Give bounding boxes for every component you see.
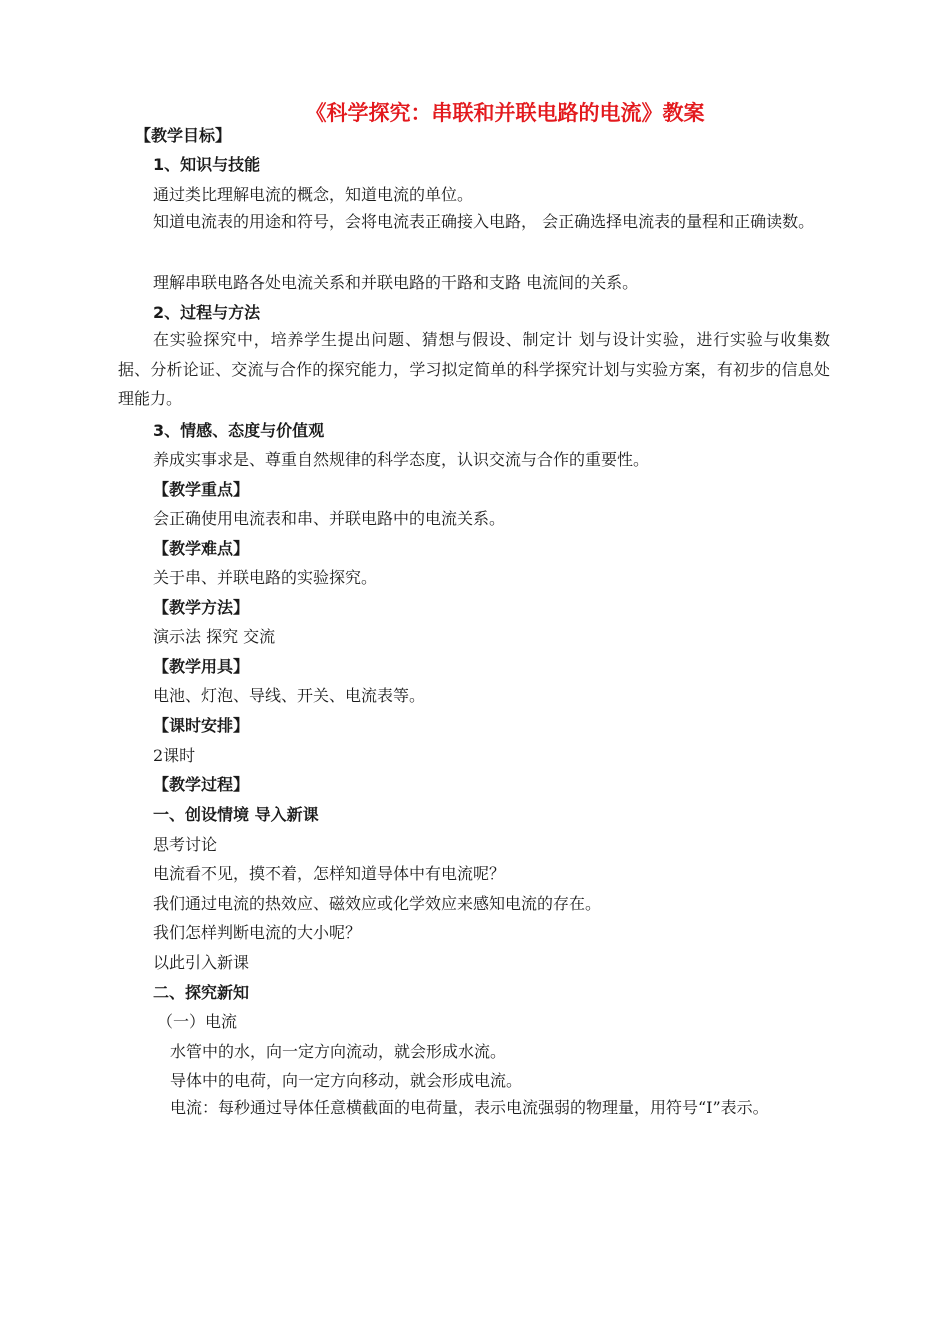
text-paragraph: 电流：每秒通过导体任意横截面的电荷量，表示电流强弱的物理量，用符号“I”表示。: [170, 1098, 769, 1117]
heading-part-two: 二、探究新知: [153, 983, 250, 1002]
subheading-current: （一）电流: [157, 1012, 238, 1031]
heading-teaching-process: 【教学过程】: [153, 775, 250, 794]
text-line: 理解串联电路各处电流关系和并联电路的干路和支路 电流间的关系。: [153, 273, 639, 292]
text-line: 我们怎样判断电流的大小呢？: [153, 923, 362, 942]
heading-difficulties: 【教学难点】: [153, 539, 250, 558]
heading-teaching-tools: 【教学用具】: [153, 657, 250, 676]
text-line: 通过类比理解电流的概念，知道电流的单位。: [153, 185, 474, 204]
text-line: 以此引入新课: [153, 953, 250, 972]
heading-key-points: 【教学重点】: [153, 480, 250, 499]
text-line: 电池、灯泡、导线、开关、电流表等。: [153, 686, 426, 705]
text-line: 导体中的电荷，向一定方向移动，就会形成电流。: [170, 1071, 523, 1090]
heading-knowledge-skills: 1、知识与技能: [153, 155, 261, 174]
text-paragraph: 在实验探究中，培养学生提出问题、猜想与假设、制定计 划与设计实验，进行实验与收集数据、分析论证、交流与合作的探究能力，学习拟定简单的科学探究计划与实验方案，有初步的信息处理能力。: [118, 330, 830, 408]
heading-process-methods: 2、过程与方法: [153, 303, 261, 322]
text-line: 电流看不见，摸不着，怎样知道导体中有电流呢？: [153, 864, 506, 883]
text-line: 思考讨论: [153, 835, 218, 854]
document-title: 《科学探究：串联和并联电路的电流》教案: [305, 101, 705, 125]
heading-attitudes-values: 3、情感、态度与价值观: [153, 421, 325, 440]
text-line: 水管中的水，向一定方向流动，就会形成水流。: [170, 1042, 507, 1061]
heading-part-one: 一、创设情境 导入新课: [153, 805, 319, 824]
heading-teaching-goals: 【教学目标】: [135, 126, 232, 145]
heading-schedule: 【课时安排】: [153, 716, 250, 735]
text-line: 会正确使用电流表和串、并联电路中的电流关系。: [153, 509, 506, 528]
text-line: 演示法 探究 交流: [153, 627, 276, 646]
text-paragraph: 知道电流表的用途和符号，会将电流表正确接入电路， 会正确选择电流表的量程和正确读数。: [153, 212, 815, 231]
heading-teaching-methods: 【教学方法】: [153, 598, 250, 617]
text-line: 养成实事求是、尊重自然规律的科学态度，认识交流与合作的重要性。: [153, 450, 650, 469]
text-line: 关于串、并联电路的实验探究。: [153, 568, 378, 587]
text-line: 我们通过电流的热效应、磁效应或化学效应来感知电流的存在。: [153, 894, 602, 913]
text-line: 2课时: [153, 746, 196, 765]
